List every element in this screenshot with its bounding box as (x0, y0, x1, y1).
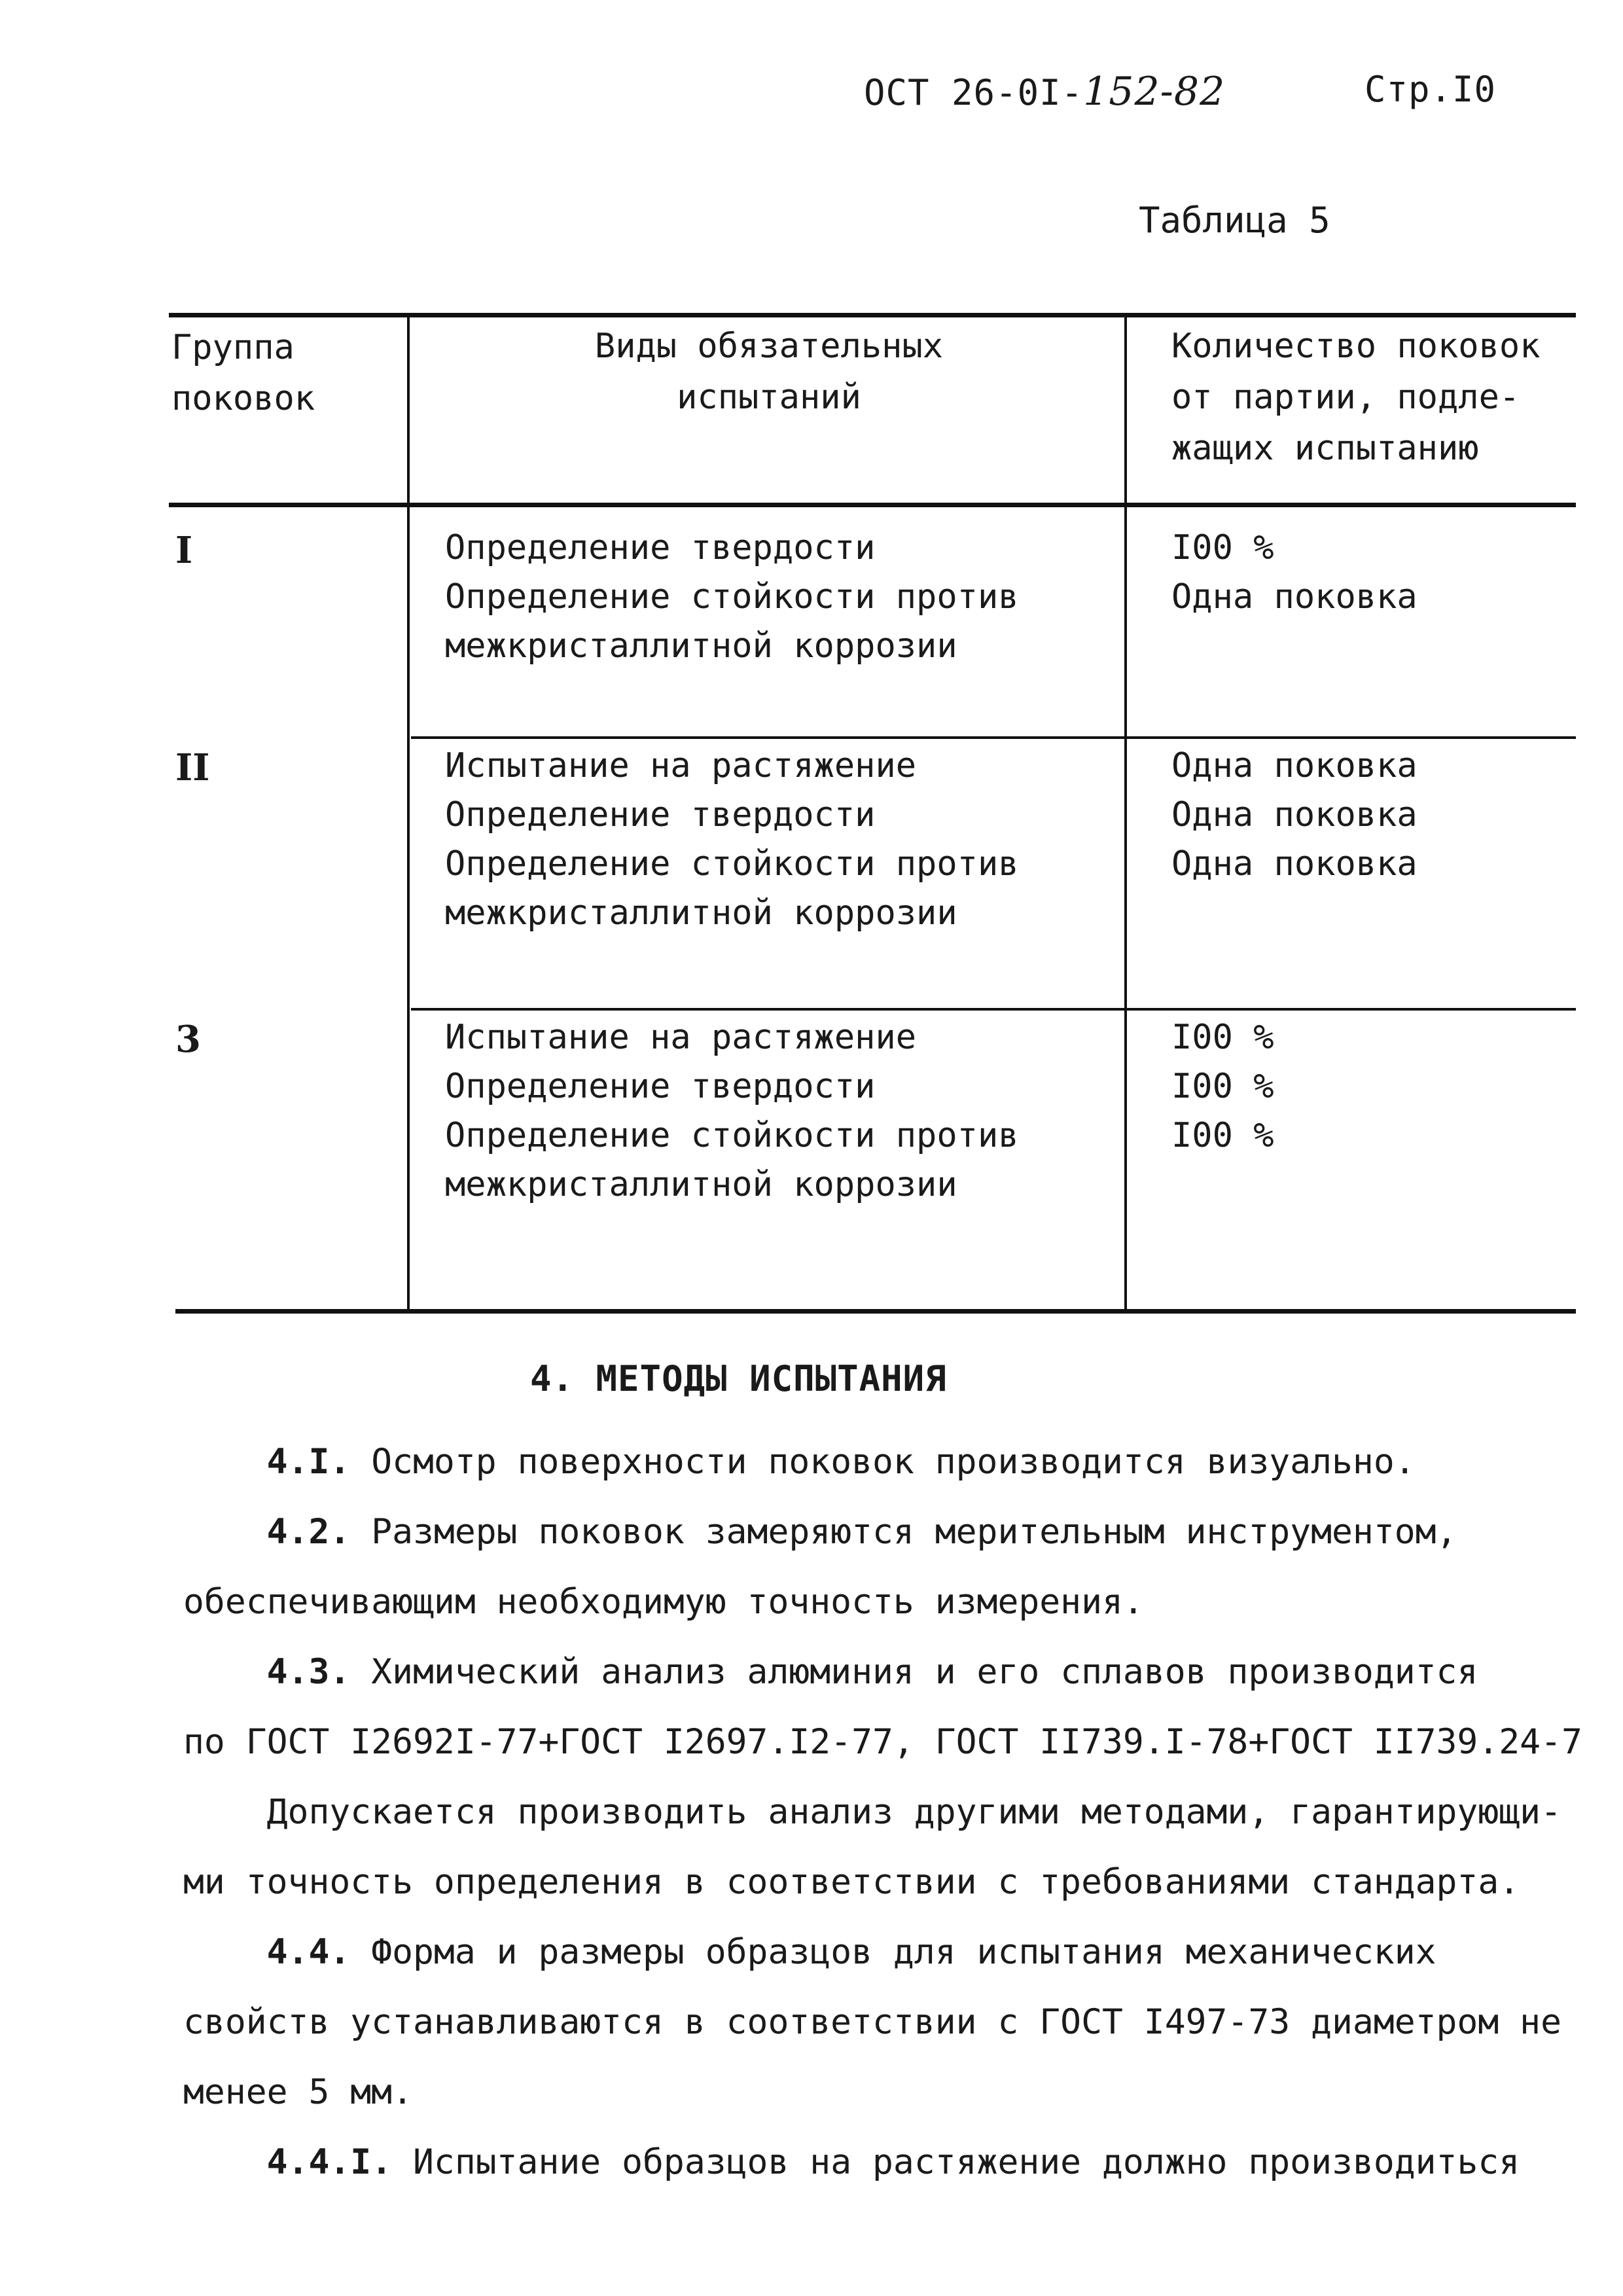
paragraph-4-2-cont: обеспечивающим необходимую точность измерения. (183, 1582, 1144, 1622)
group-1-counts: I00 % Одна поковка (1171, 528, 1418, 617)
group-1-tests: Определение твердости Определение стойкости против межкристаллитной коррозии (445, 528, 1019, 666)
group-3-tests: Испытание на растяжение Определение твердости Определение стойкости против межкристаллитной коррозии (445, 1018, 1019, 1204)
group-2-counts: Одна поковка Одна поковка Одна поковка (1171, 746, 1418, 884)
section-title: 4. МЕТОДЫ ИСПЫТАНИЯ (530, 1358, 947, 1399)
clause-number: 4.2. (266, 1512, 351, 1552)
paragraph-4-3-cont: ми точность определения в соответствии с требованиями стандарта. (183, 1862, 1520, 1902)
paragraph-4-1 (183, 1427, 1584, 1497)
paragraph-4-3-gost: по ГОСТ I2692I-77+ГОСТ I2697.I2-77, ГОСТ II739.I-78+ГОСТ II739.24-7 (183, 1722, 1582, 1762)
group-label-2: II (175, 746, 210, 789)
paragraph-text: Осмотр поверхности поковок производится визуально. (371, 1442, 1416, 1482)
paragraph-text: Форма и размеры образцов для испытания механических (371, 1932, 1436, 1972)
clause-number: 4.4. (266, 1932, 351, 1972)
clause-number: 4.3. (266, 1652, 351, 1692)
table-header-tests: Виды обязательных испытаний (594, 327, 944, 417)
table-header-count: Количество поковок от партии, подле- жащих испытанию (1171, 327, 1541, 468)
clause-number: 4.I. (266, 1442, 351, 1482)
table-header-group: Группа поковок (171, 328, 315, 418)
paragraph-4-4-end: менее 5 мм. (183, 2072, 413, 2112)
paragraph-4-4-1 (183, 2127, 1584, 2197)
paragraph-4-2 (183, 1497, 1584, 1567)
table-bottom-rule (175, 1309, 1576, 1314)
group-label-1: I (175, 529, 193, 572)
group-3-counts: I00 % I00 % I00 % (1171, 1018, 1274, 1155)
table-row-rule-2 (411, 1008, 1576, 1011)
doc-code (864, 69, 1225, 115)
paragraph-text: Испытание образцов на растяжение должно производиться (413, 2142, 1520, 2182)
group-2-tests: Испытание на растяжение Определение твердости Определение стойкости против межкристаллитной коррозии (445, 746, 1019, 933)
paragraph-4-4-cont: свойств устанавливаются в соответствии с ГОСТ I497-73 диаметром не (183, 2002, 1561, 2042)
table-row-rule-1 (411, 736, 1576, 739)
paragraph-4-3 (183, 1637, 1584, 1707)
doc-code-printed: ОСТ 26-0I- (864, 72, 1084, 113)
group-label-3: 3 (175, 1018, 201, 1061)
page-number: Стр.I0 (1364, 69, 1497, 110)
table-col-divider-2 (1124, 315, 1127, 1310)
doc-number-handwritten: 152-82 (1083, 69, 1226, 115)
paragraph-text: Химический анализ алюминия и его сплавов производится (371, 1652, 1478, 1692)
paragraph-4-3-allowed: Допускается производить анализ другими методами, гарантирующи- (183, 1792, 1561, 1832)
paragraph-4-4 (183, 1917, 1584, 1987)
clause-number: 4.4.I. (266, 2142, 393, 2182)
paragraph-text: Размеры поковок замеряются мерительным инструментом, (371, 1512, 1457, 1552)
table-caption: Таблица 5 (1139, 200, 1330, 241)
table-col-divider-1 (407, 315, 410, 1310)
table-header-rule (169, 503, 1576, 507)
table-top-rule (169, 313, 1576, 317)
